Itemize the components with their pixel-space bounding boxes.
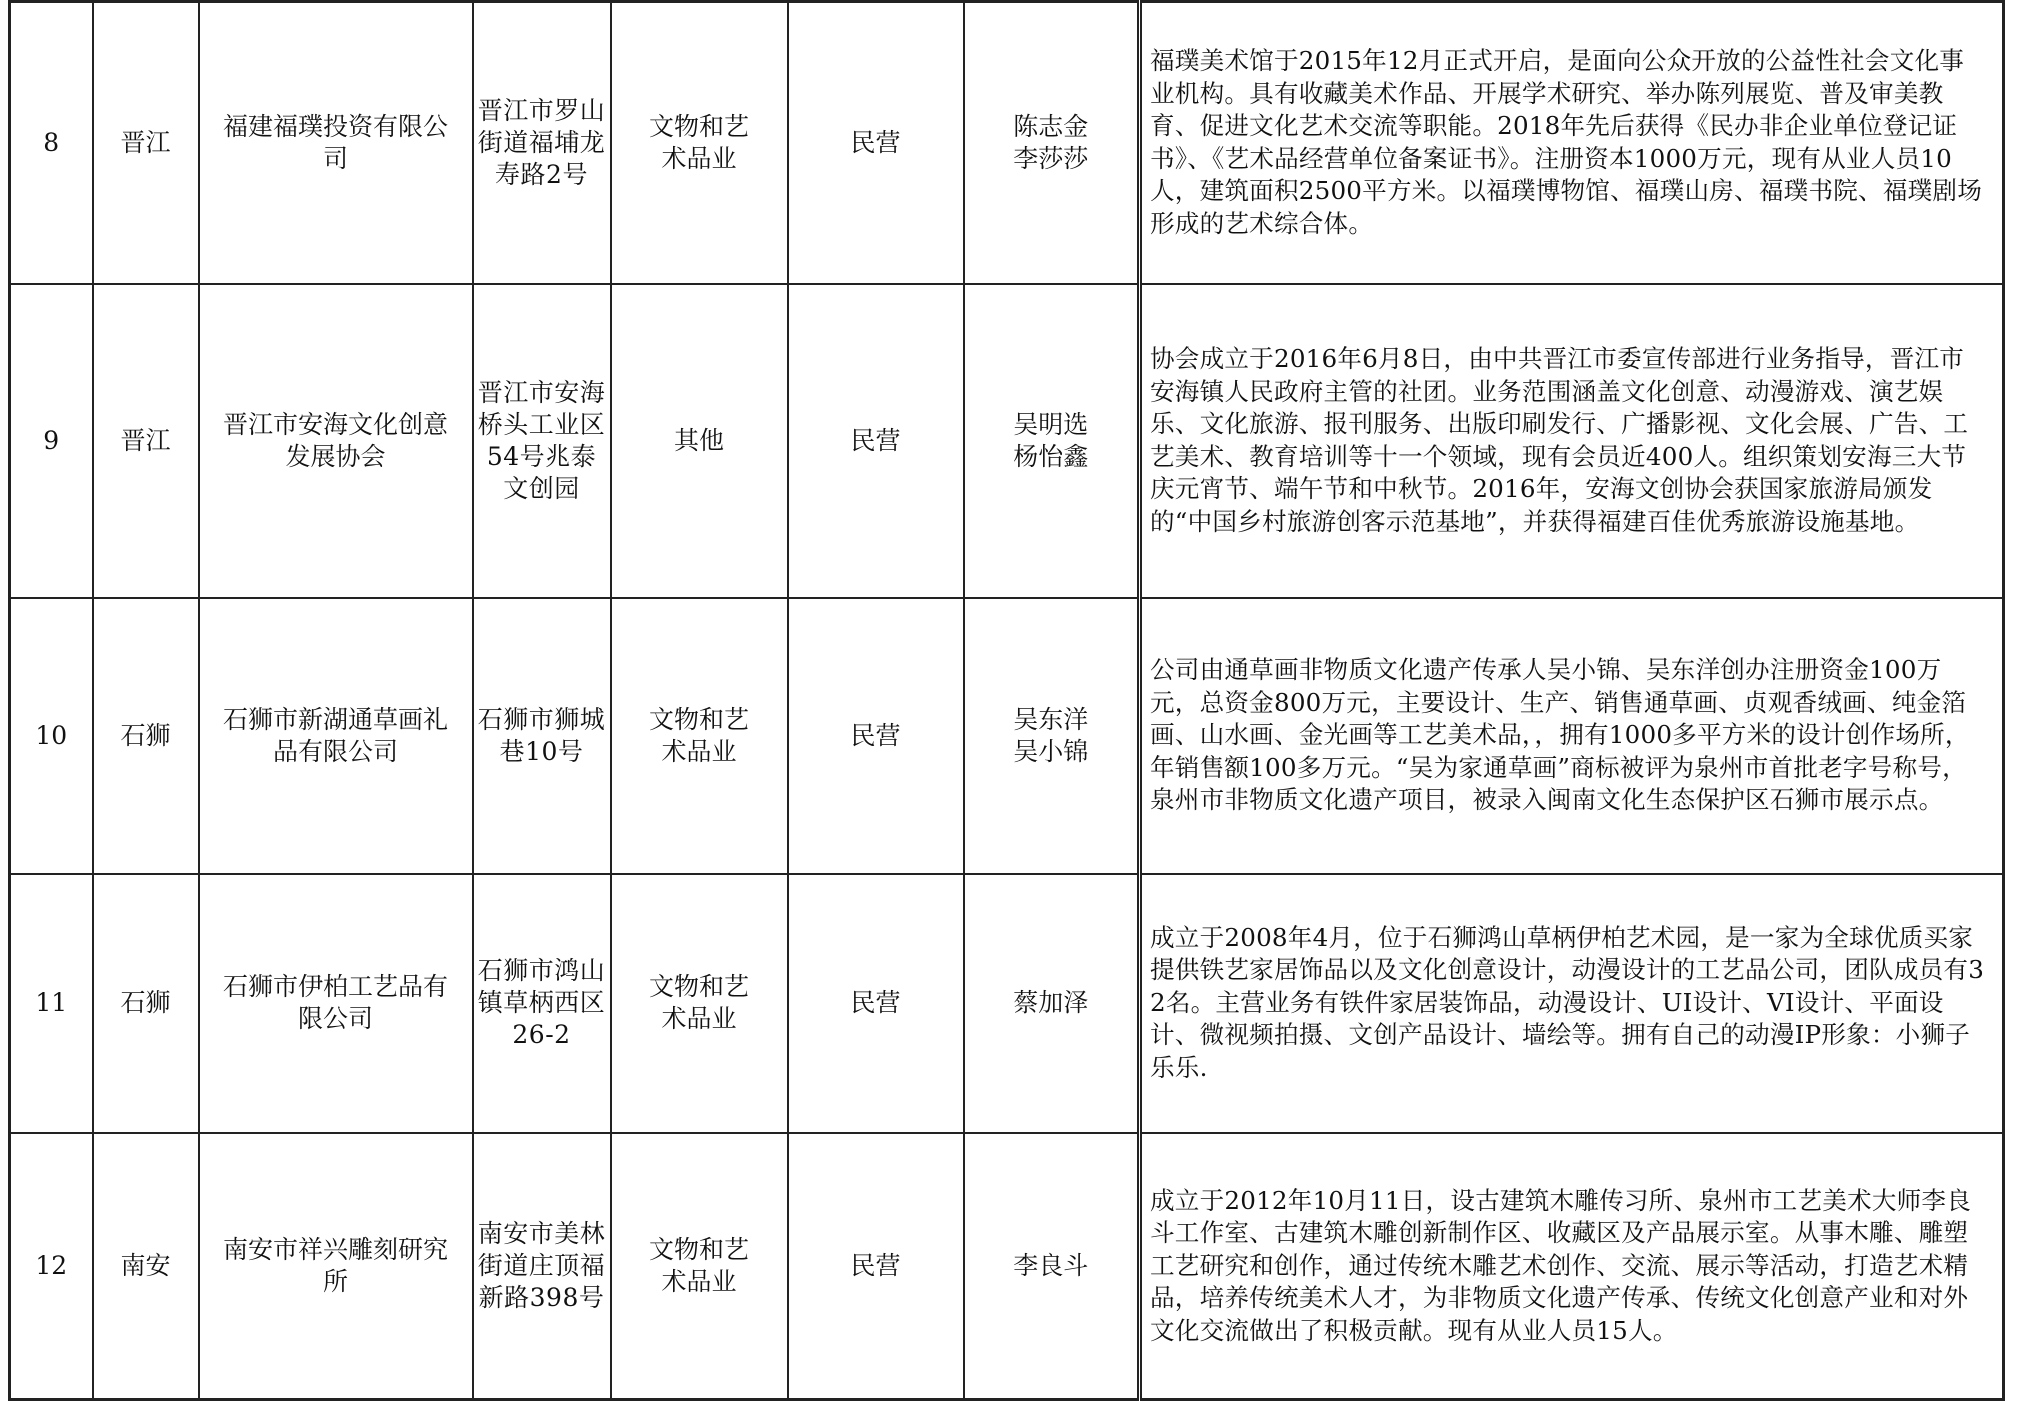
row-number: 9 [10, 284, 93, 598]
address: 石狮市鸿山镇草柄西区26-2 [477, 956, 606, 1049]
unit-name-cell [199, 598, 473, 874]
category: 其他 [673, 425, 724, 455]
unit-name-cell [199, 2, 473, 284]
address-cell [473, 598, 611, 874]
profile-cell: 福璞美术馆于2015年12月正式开启，是面向公众开放的公益性社会文化事业机构。具有收藏美术作品、开展学术研究、举办陈列展览、普及审美教育、促进文化艺术交流等职能。2018年先后获得《民办非企业单位登记证书》、《艺术品经营单位备案证书》。注册资本1000万元，现有从业人员10人，建筑面积2500平方米。以福璞博物馆、福璞山房、福璞书院、福璞剧场形成的艺术综合体。 [1140, 2, 2004, 284]
enterprise-table [8, 0, 2005, 1401]
unit-name-cell [199, 284, 473, 598]
unit-name: 石狮市新湖通草画礼品有限公司 [222, 704, 448, 766]
table-row [10, 2, 2004, 284]
category: 文物和艺术品业 [648, 972, 749, 1033]
contact-cell [964, 284, 1140, 598]
row-number: 8 [10, 2, 93, 284]
unit-name: 南安市祥兴雕刻研究所 [222, 1234, 448, 1296]
unit-name-cell [199, 1133, 473, 1400]
row-number: 10 [10, 598, 93, 874]
table-row [10, 598, 2004, 874]
profile-cell: 公司由通草画非物质文化遗产传承人吴小锦、吴东洋创办注册资金100万元，总资金800万元，主要设计、生产、销售通草画、贞观香绒画、纯金箔画、山水画、金光画等工艺美术品，，拥有1000多平方米的设计创作场所，年销售额100多万元。“吴为家通草画”商标被评为泉州市首批老字号称号，泉州市非物质文化遗产项目，被录入闽南文化生态保护区石狮市展示点。 [1140, 598, 2004, 874]
nature-cell: 民营 [788, 284, 964, 598]
category-cell [611, 284, 788, 598]
nature-cell: 民营 [788, 874, 964, 1133]
registry-sheet [8, 0, 2002, 1401]
category-cell [611, 874, 788, 1133]
profile-cell: 成立于2012年10月11日，设古建筑木雕传习所、泉州市工艺美术大师李良斗工作室、古建筑木雕创新制作区、收藏区及产品展示室。从事木雕、雕塑工艺研究和创作，通过传统木雕艺术创作、交流、展示等活动，打造艺术精品，培养传统美术人才，为非物质文化遗产传承、传统文化创意产业和对外文化交流做出了积极贡献。现有从业人员15人。 [1140, 1133, 2004, 1400]
nature-cell: 民营 [788, 598, 964, 874]
category: 文物和艺术品业 [648, 111, 749, 173]
unit-name-cell [199, 874, 473, 1133]
nature-cell: 民营 [788, 2, 964, 284]
contact-cell [964, 874, 1140, 1133]
address-cell [473, 1133, 611, 1400]
address-cell [473, 874, 611, 1133]
region-cell: 南安 [93, 1133, 199, 1400]
address-cell [473, 284, 611, 598]
table-row [10, 874, 2004, 1133]
region-cell: 石狮 [93, 874, 199, 1133]
category-cell [611, 1133, 788, 1400]
table-row [10, 1133, 2004, 1400]
row-number: 12 [10, 1133, 93, 1400]
contact: 陈志金 李莎莎 [1013, 111, 1089, 173]
address: 石狮市狮城巷10号 [477, 704, 606, 766]
contact-cell [964, 598, 1140, 874]
category: 文物和艺术品业 [648, 1234, 749, 1296]
unit-name: 石狮市伊柏工艺品有限公司 [222, 972, 448, 1033]
nature-cell: 民营 [788, 1133, 964, 1400]
unit-name: 晋江市安海文化创意发展协会 [222, 409, 448, 471]
category: 文物和艺术品业 [648, 704, 749, 766]
address: 晋江市安海桥头工业区54号兆泰文创园 [477, 377, 606, 503]
contact: 蔡加泽 [1013, 988, 1089, 1017]
address-cell [473, 2, 611, 284]
profile-cell: 协会成立于2016年6月8日，由中共晋江市委宣传部进行业务指导，晋江市安海镇人民政府主管的社团。业务范围涵盖文化创意、动漫游戏、演艺娱乐、文化旅游、报刊服务、出版印刷发行、广播影视、文化会展、广告、工艺美术、教育培训等十一个领域，现有会员近400人。组织策划安海三大节庆元宵节、端午节和中秋节。2016年，安海文创协会获国家旅游局颁发的“中国乡村旅游创客示范基地”，并获得福建百佳优秀旅游设施基地。 [1140, 284, 2004, 598]
region-cell: 晋江 [93, 2, 199, 284]
region-cell: 石狮 [93, 598, 199, 874]
contact-cell [964, 2, 1140, 284]
row-number: 11 [10, 874, 93, 1133]
contact: 吴东洋 吴小锦 [1013, 704, 1089, 766]
address: 南安市美林街道庄顶福新路398号 [477, 1218, 606, 1312]
region-cell: 晋江 [93, 284, 199, 598]
profile-cell: 成立于2008年4月，位于石狮鸿山草柄伊柏艺术园，是一家为全球优质买家提供铁艺家居饰品以及文化创意设计，动漫设计的工艺品公司，团队成员有32名。主营业务有铁件家居装饰品，动漫设计、UI设计、VI设计、平面设计、微视频拍摄、文创产品设计、墙绘等。拥有自己的动漫IP形象：小狮子乐乐. [1140, 874, 2004, 1133]
category-cell [611, 2, 788, 284]
address: 晋江市罗山街道福埔龙寿路2号 [477, 95, 606, 189]
contact-cell [964, 1133, 1140, 1400]
unit-name: 福建福璞投资有限公司 [222, 111, 448, 173]
category-cell [611, 598, 788, 874]
contact: 吴明选 杨怡鑫 [1013, 409, 1089, 471]
table-row [10, 284, 2004, 598]
contact: 李良斗 [1013, 1250, 1089, 1280]
